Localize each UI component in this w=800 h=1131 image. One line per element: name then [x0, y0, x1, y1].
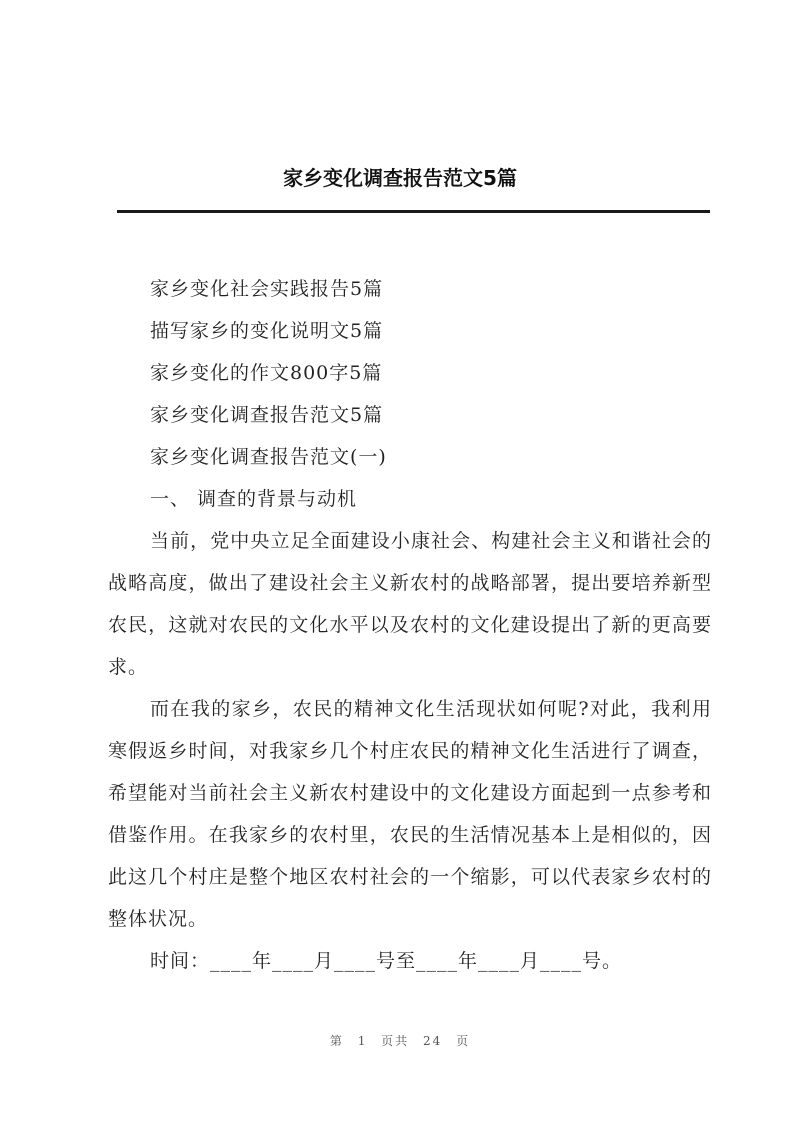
footer-page-suffix: 页 [456, 1034, 471, 1048]
paragraph: 时间：____年____月____号至____年____月____号。 [150, 950, 623, 972]
toc-line: 家乡变化调查报告范文5篇 [150, 404, 384, 426]
footer-page-of: 页共 [381, 1034, 410, 1048]
subsection-heading: 一、 调查的背景与动机 [150, 488, 358, 510]
page-footer [0, 1032, 800, 1049]
page-title: 家乡变化调查报告范文5篇 [283, 166, 517, 190]
title-divider [117, 210, 710, 213]
toc-line: 家乡变化的作文800字5篇 [150, 362, 383, 384]
footer-page-label: 第 [329, 1034, 344, 1048]
section-heading: 家乡变化调查报告范文(一) [150, 446, 387, 468]
footer-page-number: 1 [357, 1034, 368, 1048]
paragraph: 而在我的家乡，农民的精神文化生活现状如何呢?对此，我利用寒假返乡时间，对我家乡几个村庄农民的精神文化生活进行了调查，希望能对当前社会主义新农村建设中的文化建设方面起到一点参考和借鉴作用。在我家乡的农村里，农民的生活情况基本上是相似的，因此这几个村庄是整个地区农村社会的一个缩影，可以代表家乡农村的整体状况。 [108, 698, 712, 930]
document-body [108, 268, 712, 982]
toc-line: 家乡变化社会实践报告5篇 [150, 278, 384, 300]
paragraph: 当前，党中央立足全面建设小康社会、构建社会主义和谐社会的战略高度，做出了建设社会主义新农村的战略部署，提出要培养新型农民，这就对农民的文化水平以及农村的文化建设提出了新的更高要求。 [108, 530, 712, 678]
toc-line: 描写家乡的变化说明文5篇 [150, 320, 384, 342]
footer-total-pages: 24 [423, 1034, 443, 1048]
